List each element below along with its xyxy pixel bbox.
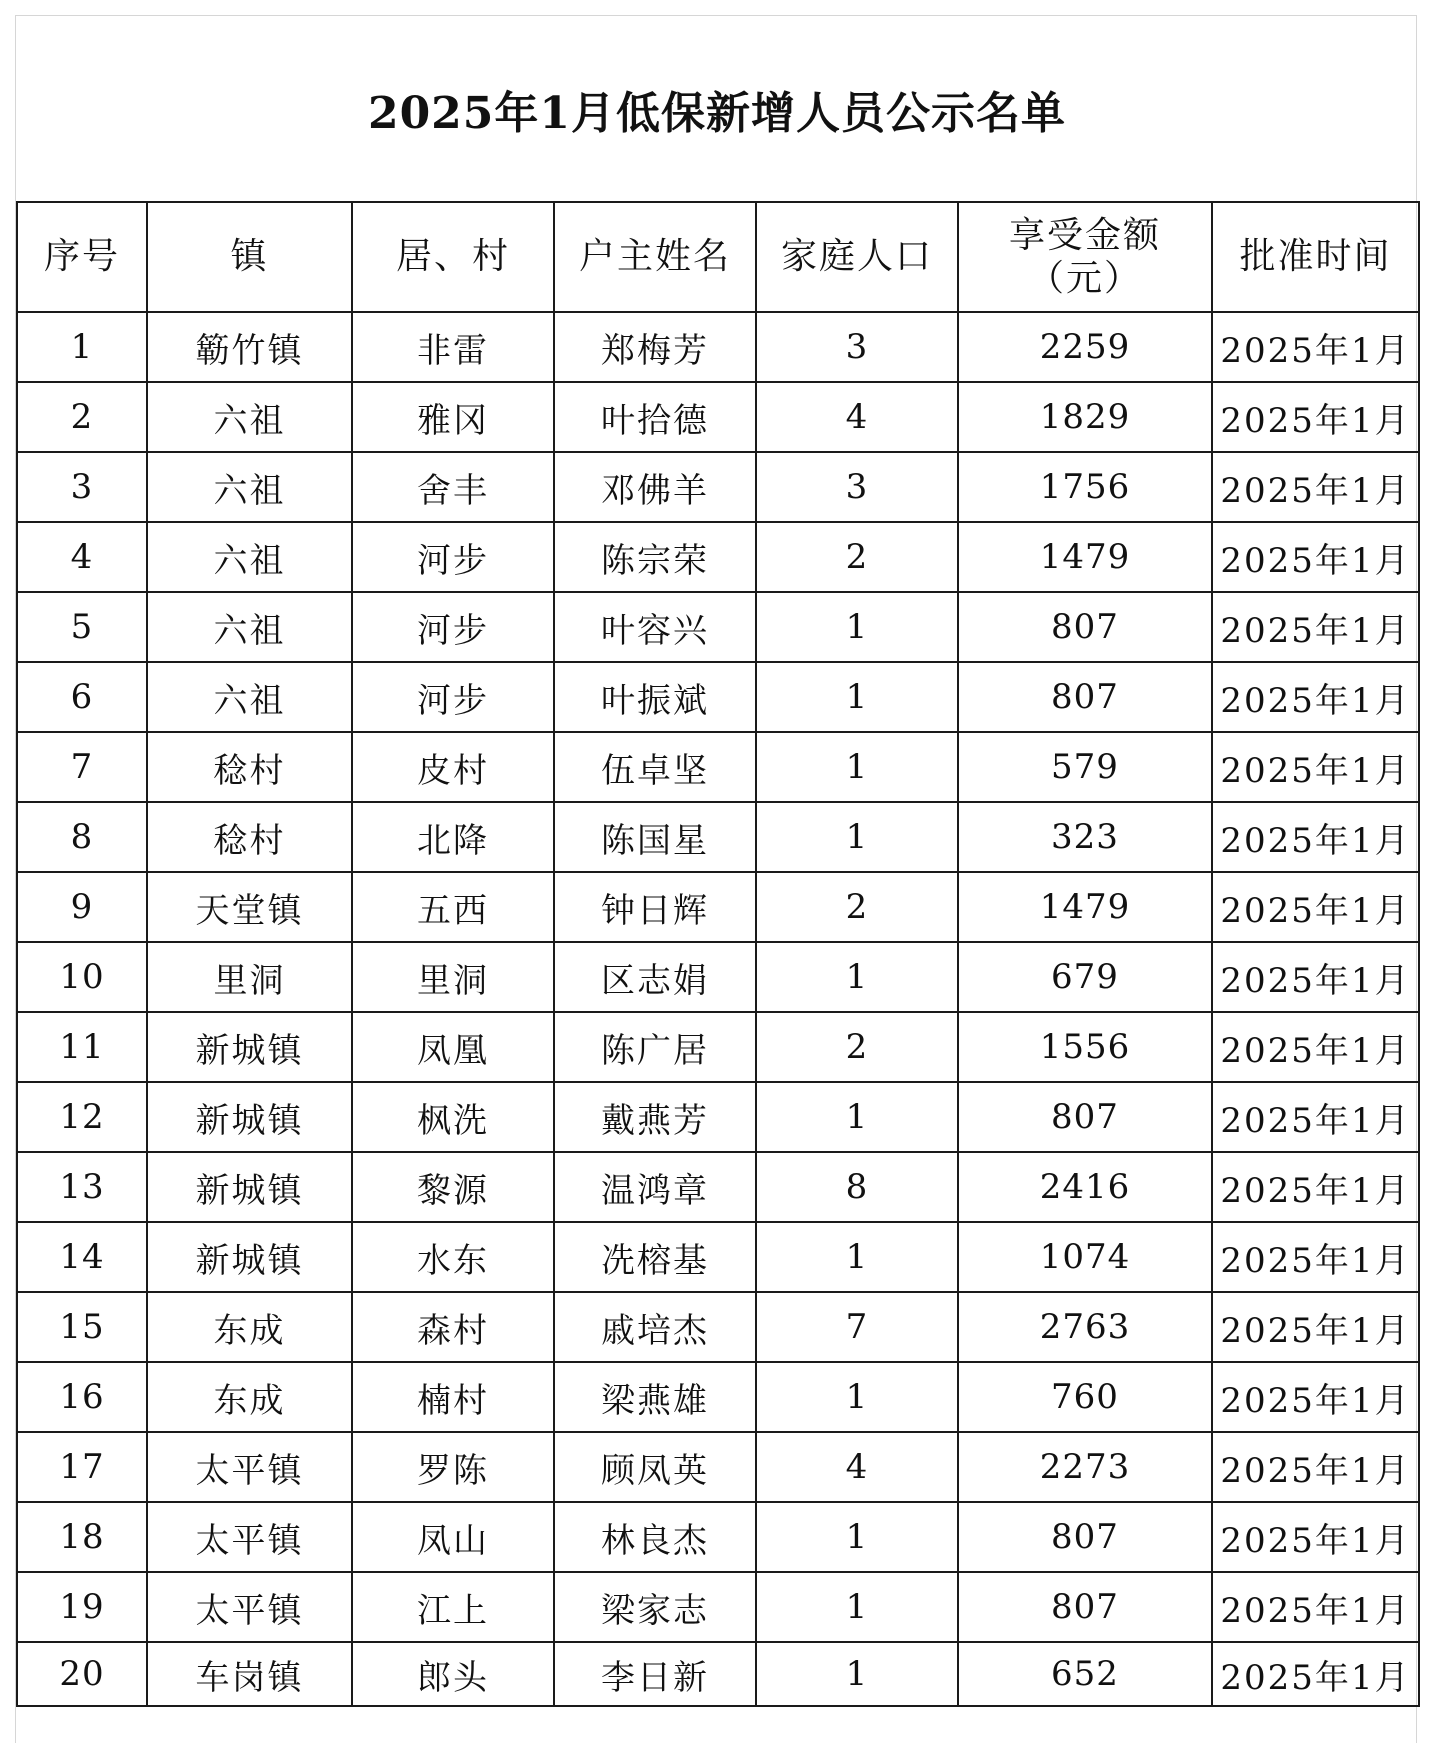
- cell-town: 天堂镇: [147, 872, 352, 942]
- cell-approval-time: 2025年1月: [1212, 1152, 1419, 1222]
- cell-village: 五西: [352, 872, 554, 942]
- cell-family-size: 7: [756, 1292, 958, 1362]
- cell-village: 郎头: [352, 1642, 554, 1706]
- cell-amount: 1556: [958, 1012, 1212, 1082]
- cell-index: 16: [17, 1362, 147, 1432]
- cell-village: 罗陈: [352, 1432, 554, 1502]
- cell-index: 13: [17, 1152, 147, 1222]
- header-index: 序号: [17, 202, 147, 312]
- table-row: [17, 1012, 1419, 1082]
- cell-family-size: 4: [756, 382, 958, 452]
- cell-amount: 807: [958, 1502, 1212, 1572]
- cell-village: 雅冈: [352, 382, 554, 452]
- table-row: [17, 1432, 1419, 1502]
- cell-village: 舍丰: [352, 452, 554, 522]
- header-householder: 户主姓名: [554, 202, 756, 312]
- cell-index: 8: [17, 802, 147, 872]
- cell-town: 六祖: [147, 592, 352, 662]
- cell-family-size: 8: [756, 1152, 958, 1222]
- cell-town: 六祖: [147, 382, 352, 452]
- cell-index: 18: [17, 1502, 147, 1572]
- header-approval-time: 批准时间: [1212, 202, 1419, 312]
- cell-amount: 1074: [958, 1222, 1212, 1292]
- cell-family-size: 1: [756, 1362, 958, 1432]
- cell-amount: 807: [958, 1572, 1212, 1642]
- table-row: [17, 732, 1419, 802]
- cell-family-size: 1: [756, 1082, 958, 1152]
- cell-index: 15: [17, 1292, 147, 1362]
- cell-family-size: 1: [756, 1502, 958, 1572]
- table-row: [17, 1082, 1419, 1152]
- cell-index: 17: [17, 1432, 147, 1502]
- document-title: 2025年1月低保新增人员公示名单: [367, 87, 1067, 139]
- cell-householder: 郑梅芳: [554, 312, 756, 382]
- cell-village: 江上: [352, 1572, 554, 1642]
- document-sheet: [15, 15, 1417, 1743]
- cell-family-size: 1: [756, 732, 958, 802]
- table-body: [17, 312, 1419, 1706]
- cell-householder: 陈宗荣: [554, 522, 756, 592]
- table-row: [17, 872, 1419, 942]
- cell-approval-time: 2025年1月: [1212, 1432, 1419, 1502]
- cell-index: 12: [17, 1082, 147, 1152]
- cell-approval-time: 2025年1月: [1212, 592, 1419, 662]
- cell-amount: 679: [958, 942, 1212, 1012]
- cell-householder: 钟日辉: [554, 872, 756, 942]
- cell-village: 非雷: [352, 312, 554, 382]
- cell-amount: 2259: [958, 312, 1212, 382]
- cell-approval-time: 2025年1月: [1212, 1222, 1419, 1292]
- cell-index: 2: [17, 382, 147, 452]
- table-row: [17, 382, 1419, 452]
- cell-amount: 1756: [958, 452, 1212, 522]
- cell-family-size: 2: [756, 522, 958, 592]
- cell-amount: 1829: [958, 382, 1212, 452]
- cell-householder: 戴燕芳: [554, 1082, 756, 1152]
- cell-householder: 冼榕基: [554, 1222, 756, 1292]
- cell-town: 六祖: [147, 522, 352, 592]
- cell-householder: 陈广居: [554, 1012, 756, 1082]
- cell-approval-time: 2025年1月: [1212, 1642, 1419, 1706]
- cell-amount: 1479: [958, 872, 1212, 942]
- table-row: [17, 1502, 1419, 1572]
- cell-family-size: 1: [756, 1642, 958, 1706]
- table-row: [17, 942, 1419, 1012]
- table-row: [17, 1222, 1419, 1292]
- cell-householder: 叶振斌: [554, 662, 756, 732]
- cell-family-size: 1: [756, 802, 958, 872]
- cell-family-size: 3: [756, 452, 958, 522]
- cell-village: 枫洗: [352, 1082, 554, 1152]
- cell-town: 稔村: [147, 732, 352, 802]
- cell-amount: 1479: [958, 522, 1212, 592]
- cell-family-size: 1: [756, 662, 958, 732]
- table-row: [17, 312, 1419, 382]
- cell-householder: 区志娟: [554, 942, 756, 1012]
- cell-householder: 温鸿章: [554, 1152, 756, 1222]
- cell-family-size: 2: [756, 872, 958, 942]
- cell-index: 7: [17, 732, 147, 802]
- cell-village: 黎源: [352, 1152, 554, 1222]
- cell-amount: 2273: [958, 1432, 1212, 1502]
- cell-town: 里洞: [147, 942, 352, 1012]
- cell-family-size: 1: [756, 1222, 958, 1292]
- cell-householder: 伍卓坚: [554, 732, 756, 802]
- header-row: [17, 202, 1419, 312]
- cell-village: 河步: [352, 592, 554, 662]
- cell-index: 10: [17, 942, 147, 1012]
- cell-approval-time: 2025年1月: [1212, 1362, 1419, 1432]
- header-family-size: 家庭人口: [756, 202, 958, 312]
- cell-amount: 323: [958, 802, 1212, 872]
- cell-approval-time: 2025年1月: [1212, 872, 1419, 942]
- cell-index: 6: [17, 662, 147, 732]
- cell-householder: 梁家志: [554, 1572, 756, 1642]
- cell-village: 楠村: [352, 1362, 554, 1432]
- cell-amount: 652: [958, 1642, 1212, 1706]
- cell-town: 六祖: [147, 662, 352, 732]
- table-row: [17, 1152, 1419, 1222]
- table-row: [17, 1292, 1419, 1362]
- cell-approval-time: 2025年1月: [1212, 802, 1419, 872]
- table-row: [17, 802, 1419, 872]
- cell-amount: 2416: [958, 1152, 1212, 1222]
- cell-householder: 邓佛羊: [554, 452, 756, 522]
- cell-index: 5: [17, 592, 147, 662]
- cell-village: 凤山: [352, 1502, 554, 1572]
- cell-town: 车岗镇: [147, 1642, 352, 1706]
- cell-town: 新城镇: [147, 1222, 352, 1292]
- cell-amount: 760: [958, 1362, 1212, 1432]
- cell-amount: 807: [958, 662, 1212, 732]
- cell-approval-time: 2025年1月: [1212, 1502, 1419, 1572]
- cell-householder: 林良杰: [554, 1502, 756, 1572]
- cell-family-size: 2: [756, 1012, 958, 1082]
- cell-town: 新城镇: [147, 1012, 352, 1082]
- cell-approval-time: 2025年1月: [1212, 1572, 1419, 1642]
- cell-approval-time: 2025年1月: [1212, 312, 1419, 382]
- cell-householder: 顾凤英: [554, 1432, 756, 1502]
- cell-village: 凤凰: [352, 1012, 554, 1082]
- cell-amount: 807: [958, 1082, 1212, 1152]
- cell-householder: 戚培杰: [554, 1292, 756, 1362]
- table-row: [17, 592, 1419, 662]
- cell-village: 水东: [352, 1222, 554, 1292]
- cell-town: 东成: [147, 1362, 352, 1432]
- cell-village: 森村: [352, 1292, 554, 1362]
- cell-family-size: 3: [756, 312, 958, 382]
- header-amount-line1: 享受金额: [1008, 214, 1161, 256]
- table-row: [17, 1362, 1419, 1432]
- cell-index: 20: [17, 1642, 147, 1706]
- table-header: [17, 202, 1419, 312]
- header-amount-line2: （元）: [1027, 258, 1142, 299]
- recipients-table: [16, 201, 1420, 1707]
- cell-town: 新城镇: [147, 1152, 352, 1222]
- cell-approval-time: 2025年1月: [1212, 1082, 1419, 1152]
- header-village: 居、村: [352, 202, 554, 312]
- cell-town: 六祖: [147, 452, 352, 522]
- cell-approval-time: 2025年1月: [1212, 1012, 1419, 1082]
- table-row: [17, 1642, 1419, 1706]
- cell-index: 11: [17, 1012, 147, 1082]
- cell-village: 河步: [352, 662, 554, 732]
- cell-householder: 叶拾德: [554, 382, 756, 452]
- cell-approval-time: 2025年1月: [1212, 732, 1419, 802]
- cell-householder: 陈国星: [554, 802, 756, 872]
- cell-town: 太平镇: [147, 1502, 352, 1572]
- header-amount: [958, 202, 1212, 312]
- table-row: [17, 522, 1419, 592]
- cell-family-size: 1: [756, 592, 958, 662]
- cell-approval-time: 2025年1月: [1212, 522, 1419, 592]
- cell-approval-time: 2025年1月: [1212, 662, 1419, 732]
- cell-approval-time: 2025年1月: [1212, 1292, 1419, 1362]
- cell-householder: 叶容兴: [554, 592, 756, 662]
- cell-village: 河步: [352, 522, 554, 592]
- cell-approval-time: 2025年1月: [1212, 942, 1419, 1012]
- cell-family-size: 1: [756, 942, 958, 1012]
- cell-family-size: 1: [756, 1572, 958, 1642]
- cell-town: 簕竹镇: [147, 312, 352, 382]
- header-town: 镇: [147, 202, 352, 312]
- cell-town: 太平镇: [147, 1572, 352, 1642]
- cell-householder: 李日新: [554, 1642, 756, 1706]
- cell-village: 北降: [352, 802, 554, 872]
- cell-index: 1: [17, 312, 147, 382]
- cell-amount: 2763: [958, 1292, 1212, 1362]
- table-row: [17, 662, 1419, 732]
- cell-amount: 579: [958, 732, 1212, 802]
- cell-family-size: 4: [756, 1432, 958, 1502]
- cell-approval-time: 2025年1月: [1212, 382, 1419, 452]
- cell-index: 9: [17, 872, 147, 942]
- cell-town: 太平镇: [147, 1432, 352, 1502]
- table-row: [17, 1572, 1419, 1642]
- cell-town: 稔村: [147, 802, 352, 872]
- cell-village: 里洞: [352, 942, 554, 1012]
- table-row: [17, 452, 1419, 522]
- cell-householder: 梁燕雄: [554, 1362, 756, 1432]
- cell-amount: 807: [958, 592, 1212, 662]
- cell-index: 4: [17, 522, 147, 592]
- cell-town: 新城镇: [147, 1082, 352, 1152]
- cell-index: 19: [17, 1572, 147, 1642]
- cell-approval-time: 2025年1月: [1212, 452, 1419, 522]
- cell-village: 皮村: [352, 732, 554, 802]
- cell-town: 东成: [147, 1292, 352, 1362]
- cell-index: 3: [17, 452, 147, 522]
- cell-index: 14: [17, 1222, 147, 1292]
